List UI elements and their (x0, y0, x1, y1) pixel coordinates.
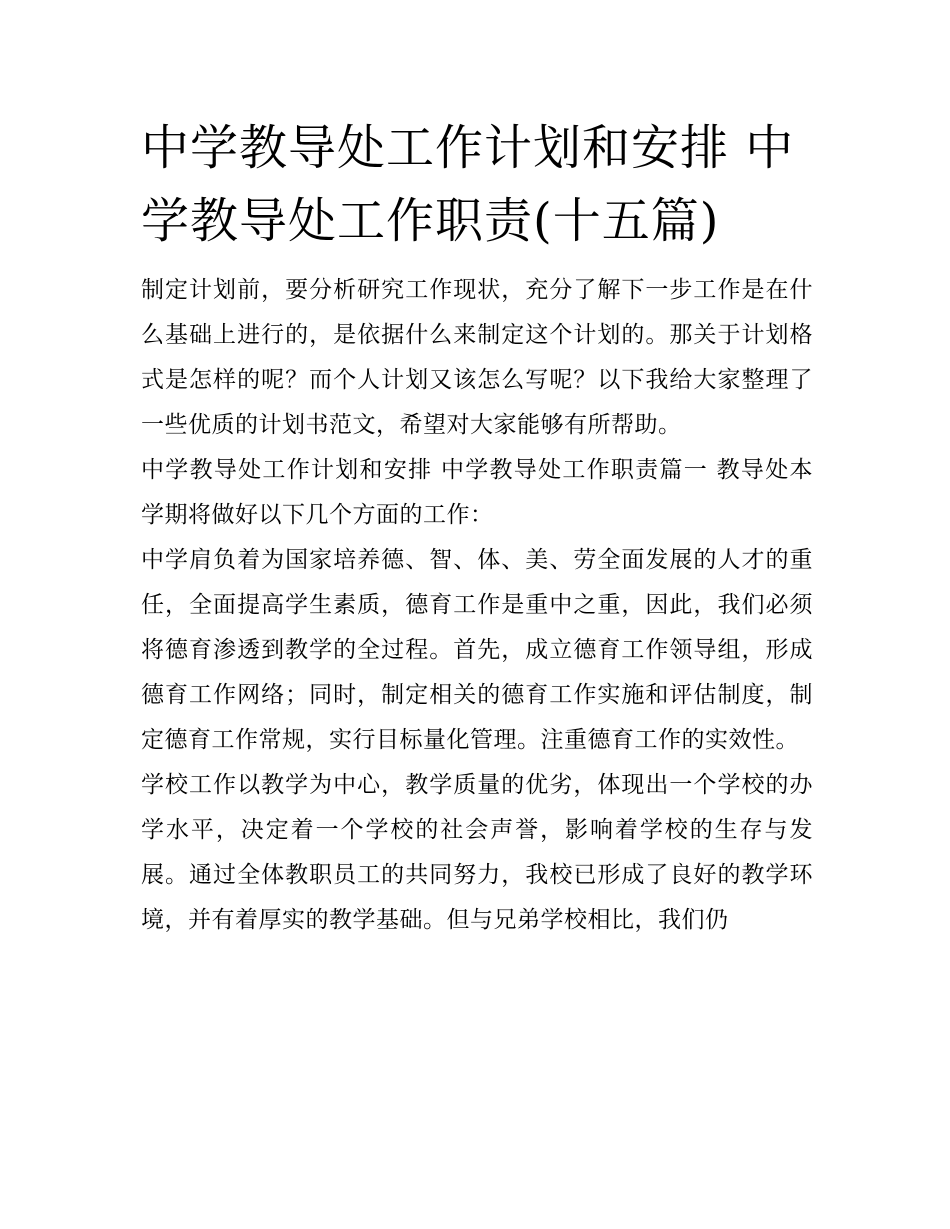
paragraph-teaching-quality: 学校工作以教学为中心，教学质量的优劣，体现出一个学校的办学水平，决定着一个学校的社会声誉，影响着学校的生存与发展。通过全体教职员工的共同努力，我校已形成了良好的教学环境，并有着厚实的教学基础。但与兄弟学校相比，我们仍 (141, 772, 813, 933)
document-body (141, 112, 813, 943)
paragraph-intro: 制定计划前，要分析研究工作现状，充分了解下一步工作是在什么基础上进行的，是依据什么来制定这个计划的。那关于计划格式是怎样的呢？而个人计划又该怎么写呢？以下我给大家整理了一些优质的计划书范文，希望对大家能够有所帮助。 (141, 277, 813, 438)
paragraph-moral-education: 中学肩负着为国家培养德、智、体、美、劳全面发展的人才的重任，全面提高学生素质，德育工作是重中之重，因此，我们必须将德育渗透到教学的全过程。首先，成立德育工作领导组，形成德育工作网络；同时，制定相关的德育工作实施和评估制度，制定德育工作常规，实行目标量化管理。注重德育工作的实效性。 (141, 547, 813, 753)
paragraph-section-heading: 中学教导处工作计划和安排 中学教导处工作职责篇一 教导处本学期将做好以下几个方面的工作： (141, 457, 813, 528)
document-title: 中学教导处工作计划和安排 中学教导处工作职责(十五篇) (141, 120, 795, 249)
